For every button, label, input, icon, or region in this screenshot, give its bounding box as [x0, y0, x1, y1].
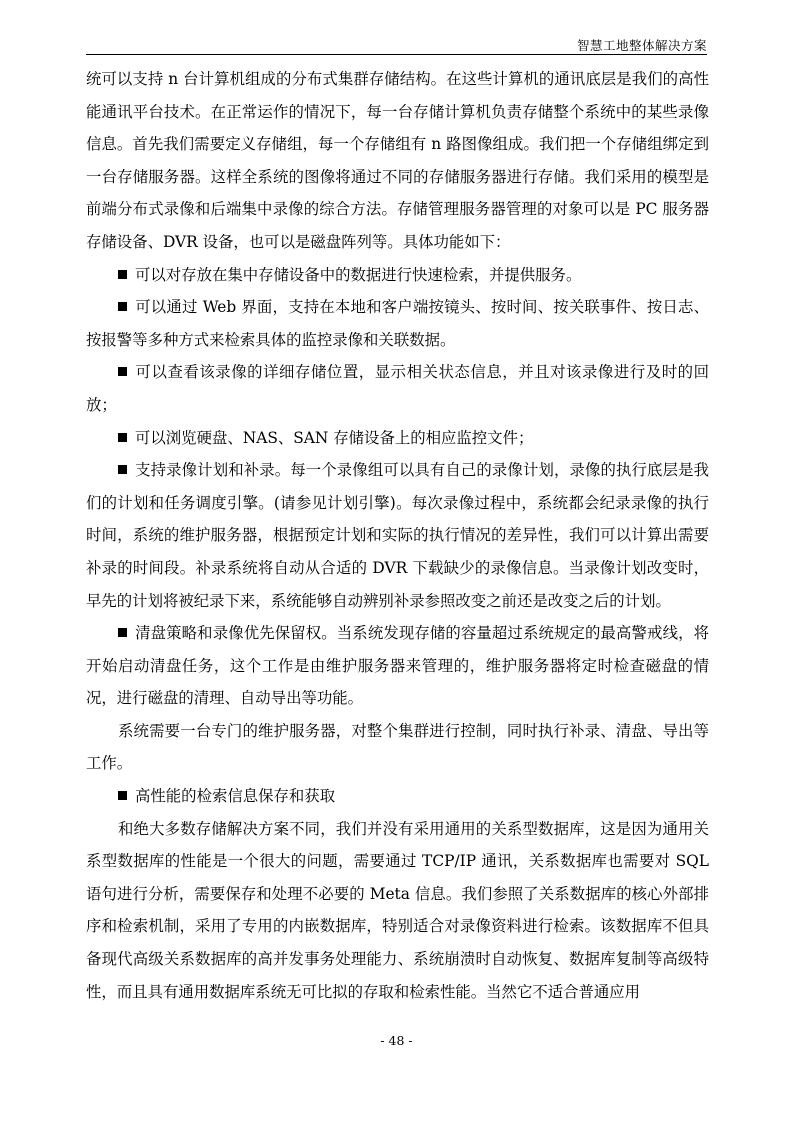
- bullet-text: 可以对存放在集中存储设备中的数据进行快速检索，并提供服务。: [135, 265, 582, 284]
- paragraph-maintenance: [86, 715, 709, 780]
- square-bullet-icon: [118, 270, 127, 279]
- paragraph-text: 统可以支持 n 台计算机组成的分布式集群存储结构。在这些计算机的通讯底层是我们的高性能通讯平台技术。在正常运作的情况下，每一台存储计算机负责存储整个系统中的某些录像信息。首先我们需要定义存储组，每一个存储组有 n 路图像组成。我们把一个存储组绑定到一台存储服务器。这样全系统的图像将通过不同的存储服务器进行存储。我们采用的模型是前端分布式录像和后端集中录像的综合方法。存储管理服务器管理的对象可以是 PC 服务器存储设备、DVR 设备，也可以是磁盘阵列等。具体功能如下：: [86, 70, 709, 251]
- square-bullet-icon: [118, 302, 127, 311]
- bullet-item: [86, 454, 709, 617]
- bullet-item: [86, 780, 709, 813]
- paragraph-database: [86, 813, 709, 1009]
- bullet-text: 可以通过 Web 界面，支持在本地和客户端按镜头、按时间、按关联事件、按日志、按报警等多种方式来检索具体的监控录像和关联数据。: [86, 298, 709, 349]
- paragraph-intro: [86, 63, 709, 259]
- page-header: [86, 30, 707, 55]
- page-number: - 48 -: [380, 1033, 413, 1048]
- bullet-item: [86, 291, 709, 356]
- bullet-text: 支持录像计划和补录。每一个录像组可以具有自己的录像计划，录像的执行底层是我们的计划和任务调度引擎。(请参见计划引擎)。每次录像过程中，系统都会纪录录像的执行时间，系统的维护服务器，根据预定计划和实际的执行情况的差异性，我们可以计算出需要补录的时间段。补录系统将自动从合适的 DVR 下载缺少的录像信息。当录像计划改变时，早先的计划将被纪录下来，系统能够自动辨别补录参照改变之前还是改变之后的计划。: [86, 461, 709, 610]
- page-footer: [0, 1033, 793, 1048]
- square-bullet-icon: [118, 465, 127, 474]
- square-bullet-icon: [118, 628, 127, 637]
- paragraph-text: 系统需要一台专门的维护服务器，对整个集群进行控制，同时执行补录、清盘、导出等工作。: [86, 721, 709, 773]
- square-bullet-icon: [118, 433, 127, 442]
- document-body: [86, 63, 709, 1008]
- bullet-item: [86, 422, 709, 455]
- bullet-item: [86, 617, 709, 715]
- paragraph-text: 和绝大多数存储解决方案不同，我们并没有采用通用的关系型数据库，这是因为通用关系型数据库的性能是一个很大的问题，需要通过 TCP/IP 通讯，关系数据库也需要对 SQL 语句进行分析，需要保存和处理不必要的 Meta 信息。我们参照了关系数据库的核心外部排序和检索机制，采用了专用的内嵌数据库，特别适合对录像资料进行检索。该数据库不但具备现代高级关系数据库的高并发事务处理能力、系统崩溃时自动恢复、数据库复制等高级特性，而且具有通用数据库系统无可比拟的存取和检索性能。当然它不适合普通应用: [86, 819, 709, 1001]
- bullet-text: 高性能的检索信息保存和获取: [135, 787, 336, 806]
- square-bullet-icon: [118, 791, 127, 800]
- square-bullet-icon: [118, 367, 127, 376]
- bullet-item: [86, 356, 709, 421]
- bullet-text: 可以浏览硬盘、NAS、SAN 存储设备上的相应监控文件；: [135, 428, 534, 447]
- bullet-item: [86, 259, 709, 292]
- bullet-text: 清盘策略和录像优先保留权。当系统发现存储的容量超过系统规定的最高警戒线，将开始启动清盘任务，这个工作是由维护服务器来管理的，维护服务器将定时检查磁盘的情况，进行磁盘的清理、自动导出等功能。: [86, 624, 709, 708]
- bullet-text: 可以查看该录像的详细存储位置，显示相关状态信息，并且对该录像进行及时的回放；: [86, 363, 709, 414]
- header-title: 智慧工地整体解决方案: [576, 38, 707, 53]
